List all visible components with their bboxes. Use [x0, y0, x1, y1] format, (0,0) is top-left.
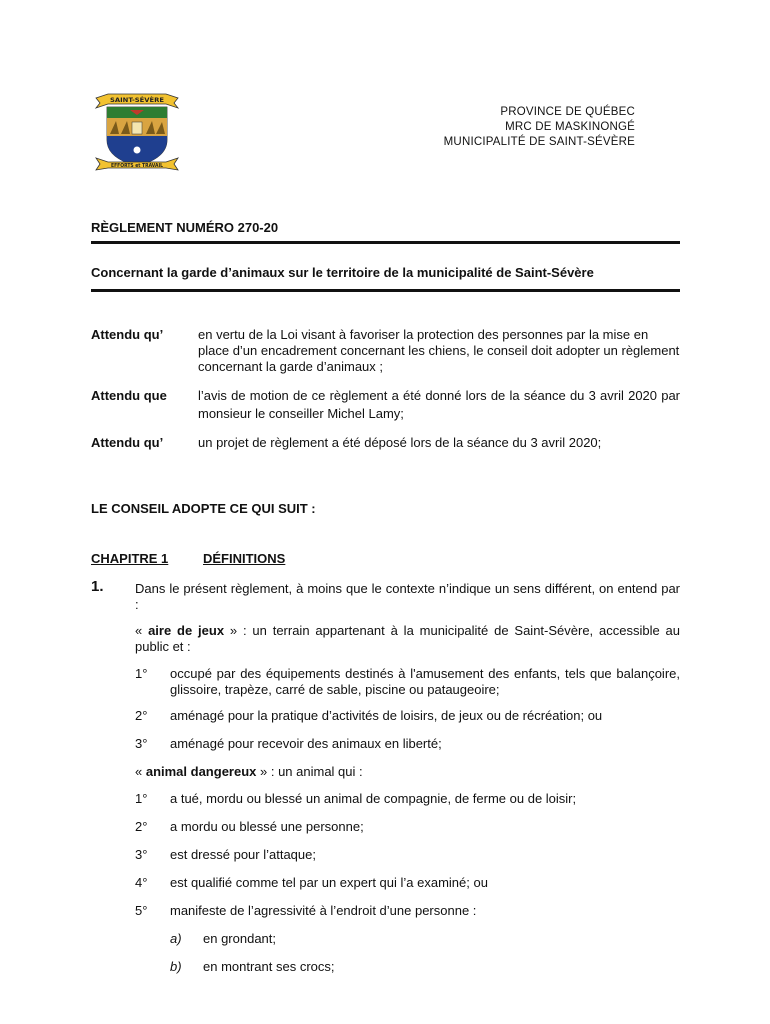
list-item-text: est dressé pour l’attaque;: [170, 847, 316, 862]
list-item-text: a mordu ou blessé une personne;: [170, 819, 364, 834]
regulation-subject: Concernant la garde d’animaux sur le territoire de la municipalité de Saint-Sévère: [91, 265, 594, 280]
whereas-text: en vertu de la Loi visant à favoriser la protection des personnes par la mise en place d’un encadrement concernant les chiens, le conseil doit adopter un règlement concernant la garde d’animaux ;: [198, 327, 680, 374]
list-item-number: 1°: [135, 666, 148, 681]
definition-open-quote: «: [135, 623, 149, 638]
crest-bottom-banner-text: EFFORTS et TRAVAIL: [111, 163, 164, 169]
municipal-crest-logo: [94, 88, 180, 172]
chapter-title: DÉFINITIONS: [203, 551, 286, 566]
sub-list-item-letter: b): [170, 959, 182, 974]
list-item-number: 1°: [135, 791, 148, 806]
list-item-text: aménagé pour recevoir des animaux en liberté;: [170, 736, 442, 751]
article-intro: Dans le présent règlement, à moins que le contexte n’indique un sens différent, on entend par :: [135, 581, 680, 612]
list-item-text: occupé par des équipements destinés à l'amusement des enfants, tels que balançoire, glissoire, trapèze, carré de sable, piscine ou pataugeoire;: [170, 666, 680, 697]
list-item-number: 2°: [135, 819, 148, 834]
province-header: [444, 105, 635, 150]
whereas-label: Attendu que: [91, 388, 167, 403]
whereas-text: un projet de règlement a été déposé lors de la séance du 3 avril 2020;: [198, 435, 602, 450]
whereas-label: Attendu qu’: [91, 435, 164, 450]
title-divider: [91, 241, 680, 244]
definition-aire-de-jeux: [135, 623, 680, 655]
regulation-title: RÈGLEMENT NUMÉRO 270-20: [91, 220, 279, 235]
list-item-text: est qualifié comme tel par un expert qui l’a examiné; ou: [170, 875, 488, 890]
whereas-label: Attendu qu’: [91, 327, 164, 342]
definition-text: » : un animal qui :: [256, 764, 363, 779]
sub-list-item-text: en montrant ses crocs;: [203, 959, 335, 974]
municipality-line: MUNICIPALITÉ DE SAINT-SÉVÈRE: [443, 136, 635, 148]
definition-term: aire de jeux: [148, 623, 225, 638]
crest-top-banner-text: SAINT-SÉVÈRE: [110, 97, 158, 104]
sub-list-item-letter: a): [170, 931, 182, 946]
chapter-label: CHAPITRE 1: [91, 551, 169, 566]
whereas-text: l’avis de motion de ce règlement a été donné lors de la séance du 3 avril 2020 par monsieur le conseiller Michel Lamy;: [198, 388, 680, 421]
mrc-line: MRC DE MASKINONGÉ: [505, 121, 635, 133]
subject-divider: [91, 289, 680, 292]
province-line: PROVINCE DE QUÉBEC: [500, 106, 635, 118]
article-number: 1.: [91, 578, 104, 595]
definition-open-quote: «: [135, 764, 146, 779]
definition-animal-dangereux: [135, 764, 680, 780]
list-item-number: 5°: [135, 903, 148, 918]
list-item-text: aménagé pour la pratique d’activités de loisirs, de jeux ou de récréation; ou: [170, 708, 603, 723]
list-item-number: 2°: [135, 708, 148, 723]
adoption-statement: LE CONSEIL ADOPTE CE QUI SUIT :: [91, 501, 316, 516]
sub-list-item-text: en grondant;: [203, 931, 277, 946]
definition-term: animal dangereux: [145, 764, 257, 779]
list-item-text: a tué, mordu ou blessé un animal de compagnie, de ferme ou de loisir;: [170, 791, 577, 806]
list-item-number: 3°: [135, 736, 148, 751]
definition-text: » : un terrain appartenant à la municipalité de Saint-Sévère, accessible au public et :: [135, 623, 680, 654]
list-item-text: manifeste de l’agressivité à l’endroit d’une personne :: [170, 903, 477, 918]
list-item-number: 3°: [135, 847, 148, 862]
list-item-number: 4°: [135, 875, 148, 890]
